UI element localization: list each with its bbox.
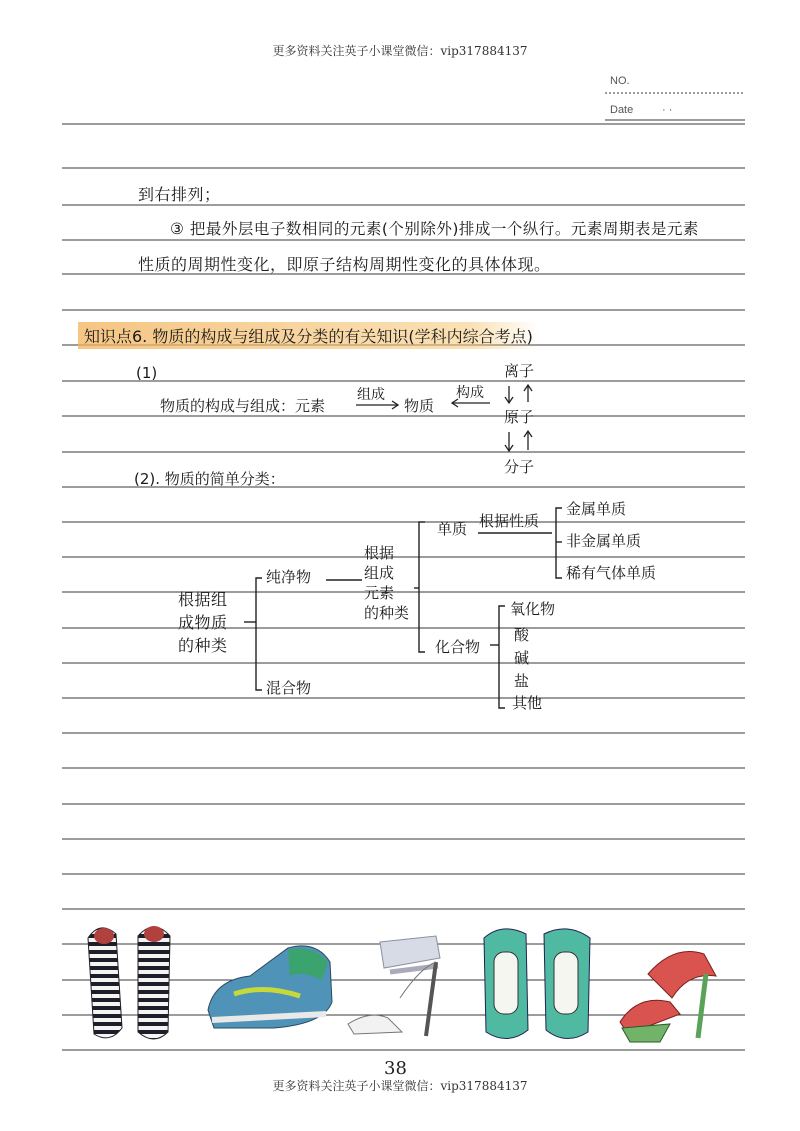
class-other: 其他 (512, 694, 543, 712)
class-acid: 酸 (514, 626, 530, 644)
construct-arrow-label: 构成 (456, 385, 484, 401)
compose-arrow-label: 组成 (357, 387, 385, 403)
class-basis (364, 543, 409, 623)
class-salt: 盐 (514, 672, 530, 690)
class-elemental: 单质 (437, 520, 468, 538)
part1-text: 物质的构成与组成：元素 (160, 397, 326, 415)
class-metal: 金属单质 (566, 500, 627, 518)
part2-label: (2). 物质的简单分类： (134, 470, 285, 488)
top-banner: 更多资料关注英子小课堂微信：vip317884137 (272, 44, 528, 58)
class-base: 碱 (514, 649, 530, 667)
class-basis-line: 的种类 (364, 604, 410, 622)
striped-sneakers-illustration (80, 918, 180, 1046)
bottom-banner: 更多资料关注英子小课堂微信：vip317884137 (272, 1079, 528, 1093)
no-label: NO. (610, 75, 630, 87)
substance-label: 物质 (404, 397, 435, 415)
particle-atom: 原子 (504, 408, 535, 426)
silver-heel-sandal-illustration (340, 928, 452, 1040)
note-line-2: ③ 把最外层电子数相同的元素(个别除外)排成一个纵行。元素周期表是元素 (170, 220, 699, 238)
class-basis-line: 根据 (364, 544, 395, 562)
part1-label: (1) (136, 364, 158, 382)
class-basis-line: 元素 (364, 584, 395, 602)
class-pure: 纯净物 (266, 568, 312, 586)
class-root (178, 588, 228, 657)
class-root-line: 根据组 (178, 590, 228, 609)
class-compound: 化合物 (435, 638, 481, 656)
particle-molecule: 分子 (504, 458, 535, 476)
class-root-line: 成物质 (178, 613, 228, 632)
particle-ion: 离子 (504, 362, 535, 380)
class-nonmetal: 非金属单质 (566, 532, 642, 550)
class-by-property: 根据性质 (479, 512, 540, 530)
note-line-3: 性质的周期性变化，即原子结构周期性变化的具体体现。 (138, 255, 551, 274)
blue-running-shoe-illustration (204, 940, 336, 1036)
class-oxide: 氧化物 (510, 600, 556, 618)
red-platform-sandal-illustration (608, 944, 726, 1044)
section-heading: 知识点6. 物质的构成与组成及分类的有关知识(学科内综合考点) (78, 322, 539, 349)
class-mixture: 混合物 (266, 679, 312, 697)
class-root-line: 的种类 (178, 636, 228, 655)
page-number: 38 (384, 1058, 407, 1079)
note-line-1: 到右排列； (138, 185, 221, 204)
date-label: Date (610, 104, 634, 116)
class-noble-gas: 稀有气体单质 (566, 564, 657, 582)
green-slip-on-shoes-illustration (478, 922, 596, 1044)
class-basis-line: 组成 (364, 564, 395, 582)
date-dots: · · (662, 104, 673, 116)
